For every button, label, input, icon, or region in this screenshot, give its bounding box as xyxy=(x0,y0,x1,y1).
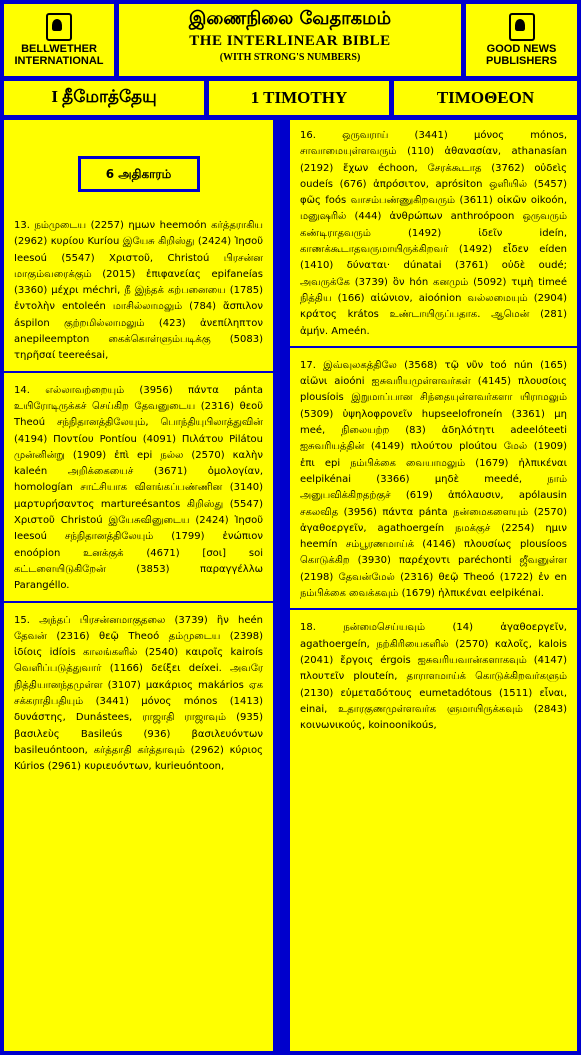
divider xyxy=(290,346,577,348)
title-english: THE INTERLINEAR BIBLE xyxy=(189,33,391,49)
verse-16: 16. ஒருவராய் (3441) μόνος mónos, சாவாமையுள்ளவரும் (110) ἀθανασίαν, athanasían (2192) ἔχων échoon, சேரக்கூடாத (3762) οὐδεὶς oudeís (676) ἀπρόσιτον, aprósiton ஒளியில் (5457) φῶς foós வாசம்பண்ணுகிறவரும் (3611) οἰκῶν oikoón, மனுஷரில் (444) ἀνθρώπων anthroópoon ஒருவரும் கண்டிராதவரும் (1492) ἰδεῖν ideín, காணக்கூடாதவருமாயிருக்கிறவர் (1492) εἶδεν eíden (1410) δύναται· dúnatai (3761) οὐδὲ oudé; அவருக்கே (3739) ὃν hón கனமும் (5092) τιμὴ timeé நித்திய (166) αἰώνιον, aioónion வல்லமையும் (2904) κράτος krátos உண்டாயிருப்பதாக. ஆமென் (281) ἀμήν. Ameén. xyxy=(300,130,567,337)
title-subtitle: (WITH STRONG'S NUMBERS) xyxy=(219,52,361,63)
dove-icon xyxy=(509,13,535,41)
divider xyxy=(4,601,273,603)
verse-13: 13. நம்முடைய (2257) ημων heemoón கர்த்தராகிய (2962) κυρίου Kuríou இயேசு கிறிஸ்து (2424) Ἰησοῦ Ieesoú (5547) Χριστοῦ, Christoú பிரசன்ன மாகும்வரைக்கும் (2015) ἐπιφανείας epifaneías (3360) μέχρι méchri, நீ இந்தக் கற்பனையை (1785) ἐντολὴν entoleén மாசில்லாமலும் (784) ἄσπιλον áspilon குற்றமில்லாமலும் (423) ἀνεπίληπτον anepileempton கைக்கொள்ளும்படிக்கு (5083) τηρῆσαί teereésai, xyxy=(14,220,263,362)
left-column xyxy=(4,120,273,1051)
title-tamil: இணைநிலை வேதாகமம் xyxy=(188,8,392,29)
chapter-heading: 6 அதிகாரம் xyxy=(78,156,200,192)
verse-18: 18. நன்மைசெய்யவும் (14) ἀγαθοεργεῖν, agathoergeín, நற்கிரியைகளில் (2570) καλοῖς, kalois (2041) ἔργοις érgois ஐசுவரியவான்களாகவும் (4147) πλουτεῖν plouteín, தாராளமாய்க் கொடுக்கிறவர்களும் (2130) εὐμεταδότους eumetadótous (1511) εἶναι, einai, உதாரகுணமுள்ளவர்க ளுமாயிருக்கவும் (2843) κοινωνικούς, koinoonikoús, xyxy=(300,622,567,732)
verse-14: 14. எல்லாவற்றையும் (3956) πάντα pánta உயிரோடிருக்கச் செய்கிற தேவனுடைய (2316) θεοῦ Theoú சந்நிதானத்திலேயும், பொந்தியுபிலாத்துவின் (4194) Ποντίου Pontíou (4091) Πιλάτου Pilátou முன்னின்று (1909) ἐπὶ epi நல்ல (2570) καλὴν kaleén அறிக்கையைச் (3671) ὁμολογίαν, homologían சாட்சியாக விளங்கப்பண்ணின (3140) μαρτυρήσαντος martureésantos கிறிஸ்து (5547) Χριστοῦ Christoú இயேசுவினுடைய (2424) Ἰησοῦ Ieesoú சந்நிதானத்திலேயும் (1799) ἐνώπιον enoópion உனக்குக் (4671) [σοι] soi கட்டளையிடுகிறேன் (3853) παραγγέλλω Parangéllo. xyxy=(14,384,263,592)
bellwether-line1: BELLWETHER xyxy=(21,43,97,55)
divider xyxy=(290,608,577,610)
book-name-greek: TIMOΘEON xyxy=(394,81,577,115)
book-name-tamil: I தீமோத்தேயு xyxy=(4,81,204,115)
divider xyxy=(4,371,273,373)
goodnews-line2: PUBLISHERS xyxy=(486,55,557,67)
bellwether-line2: INTERNATIONAL xyxy=(14,55,104,67)
bell-icon xyxy=(46,13,72,41)
verse-15: 15. அந்தப் பிரசன்னமாகுதலை (3739) ἣν heén தேவன் (2316) θεῷ Theoó தம்முடைய (2398) ἰδίοις idíois காலங்களில் (2540) καιροῖς kairoís வெளிப்படுத்துவார் (1166) δείξει deíxei. அவரே நித்தியானந்தமுள்ள (3107) μακάριος makários ஏக சக்கராதிபதியும் (3441) μόνος mónos (1413) δυνάστης, Dunástees, ராஜாதி ராஜாவும் (935) βασιλεὺς Basileús (936) βασιλευόντων basileuóntoon, கர்த்தாதி கர்த்தாவும் (2962) κύριος Kúrios (2961) κυριευόντων, kurieuóntoon, xyxy=(14,614,263,773)
book-name-english: 1 TIMOTHY xyxy=(209,81,389,115)
good-news-logo xyxy=(466,4,577,76)
header-title-panel xyxy=(119,4,461,76)
verse-17: 17. இவ்வுலகத்திலே (3568) τῷ νῦν toó nún (165) αἰῶνι aioóni ஐசுவரியமுள்ளவர்கள் (4145) πλουσίοις plousíois இறுமாப்பான சிந்தையுள்ளவர்களா யிராமலும் (5309) ὑψηλοφρονεῖν hupseelofroneín (3361) μη meé, நிலையற்ற (83) ἀδηλότητι adeelóteeti ஐசுவரியத்தின் (4149) πλούτου ploútou மேல் (1909) ἐπι epi நம்பிக்கை வையாமலும் (1679) ἠλπικέναι eelpikénai (3366) μηδὲ meedé, நாம் அனுபவிக்கிறதற்குச் (619) ἀπόλαυσιν, apólausin சகலவித (3956) πάντα pánta நன்மைகளையும் (2570) ἀγαθοεργεῖν, agathoergeín நமக்குச் (2254) ημιν heemín சம்பூரணமாய்க் (4146) πλουσίως plousíoos கொடுக்கிற (3930) παρέχοντι paréchonti ஜீவனுள்ள (2198) தேவன்மேல் (2316) θεῷ Theoó (1722) ἐν en நம்பிக்கை வைக்கவும் (1679) ἠλπικέναι eelpikénai. xyxy=(300,359,567,600)
right-column xyxy=(290,120,577,1051)
bellwether-logo xyxy=(4,4,114,76)
goodnews-line1: GOOD NEWS xyxy=(486,43,557,55)
